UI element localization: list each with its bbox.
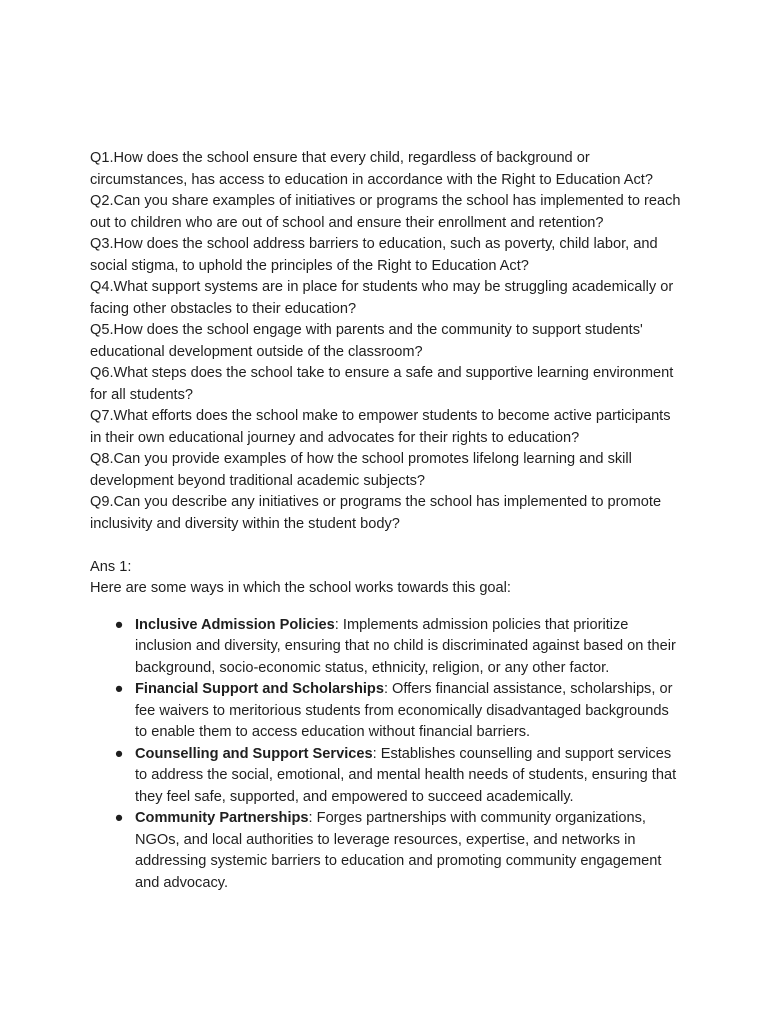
bullet-term: Community Partnerships bbox=[135, 810, 309, 826]
list-item bbox=[90, 615, 682, 680]
bullet-term: Counselling and Support Services bbox=[135, 745, 373, 762]
bullet-text: : Implements admission policies that prioritize inclusion and diversity, ensuring that no child is discriminated against based on their background, socio-economic status, ethnicity, religion, or any other factor. bbox=[135, 616, 676, 676]
question-item: Q5.How does the school engage with parents and the community to support students' educational development outside of the classroom? bbox=[90, 322, 643, 360]
document-content bbox=[90, 148, 682, 894]
question-item: Q7.What efforts does the school make to empower students to become active participants in their own educational journey and advocates for their rights to education? bbox=[90, 408, 671, 446]
answer-bullet-list bbox=[90, 615, 682, 895]
bullet-icon: ● bbox=[114, 616, 124, 633]
question-item: Q1.How does the school ensure that every child, regardless of background or circumstances, has access to education in accordance with the Right to Education Act? bbox=[90, 150, 653, 188]
bullet-icon: ● bbox=[114, 745, 124, 762]
bullet-text: : Forges partnerships with community organizations, NGOs, and local authorities to leverage resources, expertise, and networks in addressing systemic barriers to education and promoting community engagement and advocacy. bbox=[135, 810, 662, 891]
bullet-icon: ● bbox=[114, 681, 124, 697]
question-list bbox=[90, 148, 682, 535]
question-item: Q9.Can you describe any initiatives or programs the school has implemented to promote inclusivity and diversity within the student body? bbox=[90, 494, 662, 532]
question-item: Q2.Can you share examples of initiatives or programs the school has implemented to reach out to children who are out of school and ensure their enrollment and retention? bbox=[90, 193, 681, 231]
bullet-term: Financial Support and Scholarships bbox=[135, 681, 384, 697]
answer-intro: Here are some ways in which the school works towards this goal: bbox=[90, 580, 511, 596]
list-item bbox=[90, 808, 682, 894]
bullet-text: : Offers financial assistance, scholarships, or fee waivers to meritorious students from economically disadvantaged backgrounds to enable them to access education without financial barriers. bbox=[135, 681, 673, 740]
question-item: Q4.What support systems are in place for students who may be struggling academically or facing other obstacles to their education? bbox=[90, 279, 674, 317]
bullet-term: Inclusive Admission Policies bbox=[135, 616, 335, 633]
question-item: Q6.What steps does the school take to ensure a safe and supportive learning environment for all students? bbox=[90, 365, 674, 403]
bullet-icon: ● bbox=[114, 810, 124, 826]
bullet-text: : Establishes counselling and support services to address the social, emotional, and mental health needs of students, ensuring that they feel safe, supported, and empowered to succeed academically. bbox=[135, 745, 677, 805]
list-item bbox=[90, 679, 682, 744]
answer-title: Ans 1: bbox=[90, 558, 132, 575]
list-item bbox=[90, 744, 682, 809]
question-item: Q8.Can you provide examples of how the school promotes lifelong learning and skill development beyond traditional academic subjects? bbox=[90, 451, 632, 489]
question-item: Q3.How does the school address barriers to education, such as poverty, child labor, and social stigma, to uphold the principles of the Right to Education Act? bbox=[90, 236, 658, 274]
